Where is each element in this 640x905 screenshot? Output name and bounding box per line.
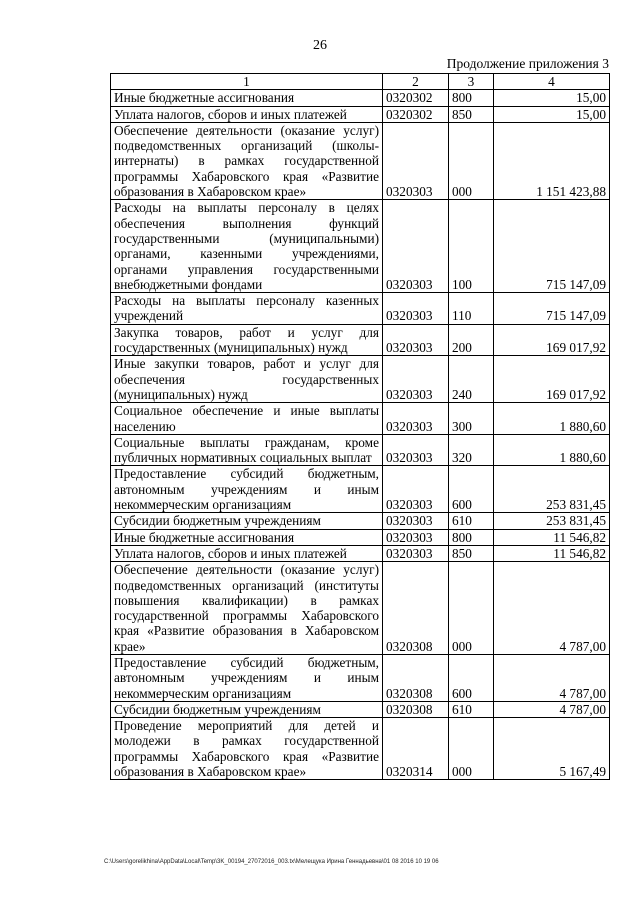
continuation-label: Продолжение приложения 3 bbox=[446, 56, 609, 71]
item-name: Социальное обеспечение и иные выплаты населению bbox=[111, 403, 383, 435]
target-code: 0320302 bbox=[383, 106, 449, 122]
expense-type: 850 bbox=[449, 106, 494, 122]
column-header: 3 bbox=[449, 74, 494, 90]
table-row bbox=[111, 122, 610, 199]
item-name: Уплата налогов, сборов и иных платежей bbox=[111, 106, 383, 122]
amount: 253 831,45 bbox=[494, 513, 610, 529]
table-row bbox=[111, 293, 610, 325]
table-row bbox=[111, 356, 610, 403]
expense-type: 000 bbox=[449, 562, 494, 655]
expense-type: 300 bbox=[449, 403, 494, 435]
item-name: Предоставление субсидий бюджетным, автономным учреждениям и иным некоммерческим организациям bbox=[111, 654, 383, 701]
item-name: Социальные выплаты гражданам, кроме публичных нормативных социальных выплат bbox=[111, 434, 383, 466]
amount: 715 147,09 bbox=[494, 200, 610, 293]
expense-type: 610 bbox=[449, 513, 494, 529]
table-row bbox=[111, 90, 610, 106]
item-name: Расходы на выплаты персоналу в целях обеспечения выполнения функций государственными (муниципальными) органами, казенными учреждениями, органами управления государственными внебюджетными фондами bbox=[111, 200, 383, 293]
target-code: 0320303 bbox=[383, 356, 449, 403]
target-code: 0320303 bbox=[383, 403, 449, 435]
table-row bbox=[111, 718, 610, 780]
item-name: Субсидии бюджетным учреждениям bbox=[111, 513, 383, 529]
amount: 169 017,92 bbox=[494, 356, 610, 403]
expense-type: 800 bbox=[449, 90, 494, 106]
item-name: Иные бюджетные ассигнования bbox=[111, 90, 383, 106]
item-name: Закупка товаров, работ и услуг для государственных (муниципальных) нужд bbox=[111, 324, 383, 356]
amount: 1 880,60 bbox=[494, 434, 610, 466]
amount: 15,00 bbox=[494, 106, 610, 122]
amount: 4 787,00 bbox=[494, 701, 610, 717]
item-name: Иные закупки товаров, работ и услуг для обеспечения государственных (муниципальных) нужд bbox=[111, 356, 383, 403]
column-header: 2 bbox=[383, 74, 449, 90]
amount: 5 167,49 bbox=[494, 718, 610, 780]
amount: 4 787,00 bbox=[494, 654, 610, 701]
column-header: 4 bbox=[494, 74, 610, 90]
target-code: 0320308 bbox=[383, 562, 449, 655]
item-name: Уплата налогов, сборов и иных платежей bbox=[111, 545, 383, 561]
target-code: 0320308 bbox=[383, 701, 449, 717]
column-header: 1 bbox=[111, 74, 383, 90]
item-name: Расходы на выплаты персоналу казенных учреждений bbox=[111, 293, 383, 325]
table-row bbox=[111, 466, 610, 513]
amount: 169 017,92 bbox=[494, 324, 610, 356]
expense-type: 000 bbox=[449, 718, 494, 780]
expense-type: 110 bbox=[449, 293, 494, 325]
page-number: 26 bbox=[313, 38, 327, 53]
item-name: Иные бюджетные ассигнования bbox=[111, 529, 383, 545]
item-name: Проведение мероприятий для детей и молодежи в рамках государственной программы Хабаровского края «Развитие образования в Хабаровском крае» bbox=[111, 718, 383, 780]
table-row bbox=[111, 545, 610, 561]
target-code: 0320314 bbox=[383, 718, 449, 780]
target-code: 0320303 bbox=[383, 200, 449, 293]
target-code: 0320303 bbox=[383, 293, 449, 325]
target-code: 0320303 bbox=[383, 513, 449, 529]
table-row bbox=[111, 200, 610, 293]
table-row bbox=[111, 513, 610, 529]
budget-table bbox=[110, 73, 610, 780]
target-code: 0320303 bbox=[383, 545, 449, 561]
item-name: Субсидии бюджетным учреждениям bbox=[111, 701, 383, 717]
expense-type: 610 bbox=[449, 701, 494, 717]
table-row bbox=[111, 562, 610, 655]
table-row bbox=[111, 434, 610, 466]
target-code: 0320303 bbox=[383, 122, 449, 199]
table-row bbox=[111, 654, 610, 701]
table-row bbox=[111, 403, 610, 435]
target-code: 0320308 bbox=[383, 654, 449, 701]
target-code: 0320303 bbox=[383, 466, 449, 513]
table-row bbox=[111, 701, 610, 717]
item-name: Обеспечение деятельности (оказание услуг) подведомственных организаций (институты повышения квалификации) в рамках государственной программы Хабаровского края «Развитие образования в Хабаровском крае» bbox=[111, 562, 383, 655]
expense-type: 600 bbox=[449, 466, 494, 513]
amount: 4 787,00 bbox=[494, 562, 610, 655]
amount: 715 147,09 bbox=[494, 293, 610, 325]
expense-type: 320 bbox=[449, 434, 494, 466]
target-code: 0320302 bbox=[383, 90, 449, 106]
item-name: Предоставление субсидий бюджетным, автономным учреждениям и иным некоммерческим организациям bbox=[111, 466, 383, 513]
expense-type: 240 bbox=[449, 356, 494, 403]
table-row bbox=[111, 529, 610, 545]
amount: 253 831,45 bbox=[494, 466, 610, 513]
expense-type: 800 bbox=[449, 529, 494, 545]
target-code: 0320303 bbox=[383, 324, 449, 356]
expense-type: 000 bbox=[449, 122, 494, 199]
table-row bbox=[111, 324, 610, 356]
table-header-row bbox=[111, 74, 610, 90]
amount: 11 546,82 bbox=[494, 545, 610, 561]
expense-type: 100 bbox=[449, 200, 494, 293]
amount: 15,00 bbox=[494, 90, 610, 106]
table-row bbox=[111, 106, 610, 122]
item-name: Обеспечение деятельности (оказание услуг) подведомственных организаций (школы-интернаты) в рамках государственной программы Хабаровского края «Развитие образования в Хабаровском крае» bbox=[111, 122, 383, 199]
amount: 1 880,60 bbox=[494, 403, 610, 435]
expense-type: 200 bbox=[449, 324, 494, 356]
target-code: 0320303 bbox=[383, 529, 449, 545]
expense-type: 600 bbox=[449, 654, 494, 701]
target-code: 0320303 bbox=[383, 434, 449, 466]
file-path-footer: C:\Users\gorelikhina\AppData\Local\Temp\3K_00194_27072016_003.tx\Мелещука Ирина Геннадьевна\01 08 2016 10 19 06 bbox=[104, 859, 439, 865]
expense-type: 850 bbox=[449, 545, 494, 561]
amount: 1 151 423,88 bbox=[494, 122, 610, 199]
amount: 11 546,82 bbox=[494, 529, 610, 545]
